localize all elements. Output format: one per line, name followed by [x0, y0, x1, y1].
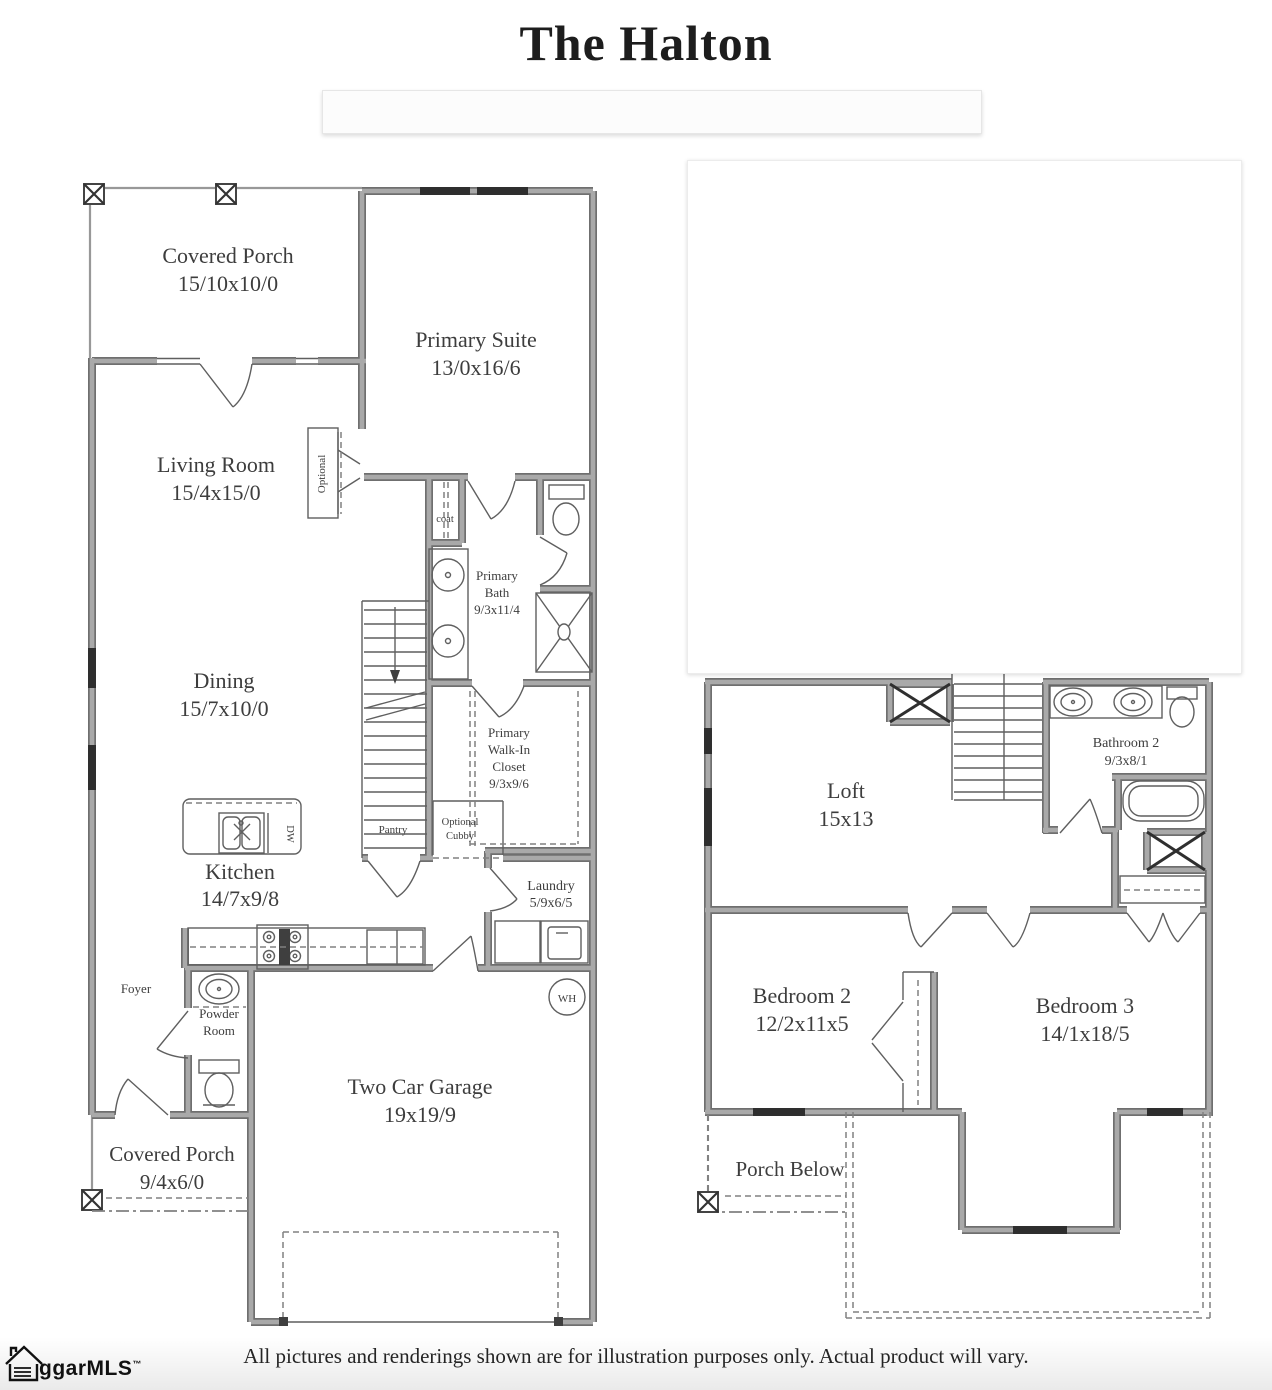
label-optional-fireplace: Optional — [316, 454, 328, 494]
svg-text:Loft: Loft — [827, 778, 865, 803]
svg-text:14/1x18/5: 14/1x18/5 — [1040, 1021, 1130, 1046]
room-labels — [109, 243, 576, 1194]
washer-dryer-icon — [495, 921, 588, 963]
svg-text:Bathroom 2: Bathroom 2 — [1092, 736, 1160, 751]
label-bathroom-2 — [1093, 736, 1160, 769]
svg-text:Two Car Garage: Two Car Garage — [347, 1074, 493, 1099]
label-living-room — [157, 452, 275, 505]
linen-shelf-icon — [1120, 876, 1205, 903]
svg-text:Optional: Optional — [441, 817, 479, 828]
label-optional-cubby — [442, 817, 479, 842]
label-primary-suite — [415, 327, 537, 380]
blank-overlay-box — [687, 160, 1242, 674]
window-segments — [708, 728, 1183, 1230]
label-primary-bath — [474, 568, 520, 617]
stairs-icon — [362, 601, 429, 858]
logo-text: ggarMLS™ — [39, 1357, 142, 1380]
svg-text:Room: Room — [203, 1023, 235, 1038]
svg-text:Closet: Closet — [492, 759, 526, 774]
kitchen-island-icon — [183, 799, 301, 854]
second-floor-plan — [680, 595, 1272, 1340]
label-covered-porch-front — [162, 243, 293, 296]
svg-text:Cubby: Cubby — [445, 831, 475, 842]
powder-toilet-icon — [199, 1060, 239, 1107]
label-kitchen — [201, 859, 279, 911]
svg-text:Bedroom 2: Bedroom 2 — [752, 983, 852, 1008]
svg-text:14/7x9/8: 14/7x9/8 — [200, 886, 280, 911]
svg-text:Bedroom 3: Bedroom 3 — [1035, 993, 1135, 1018]
fixtures-and-doors — [872, 646, 1205, 1112]
label-loft — [819, 778, 874, 831]
label-laundry — [527, 879, 574, 911]
label-dining — [179, 668, 268, 721]
dashed-lines — [705, 890, 1210, 1318]
mls-logo — [2, 1341, 142, 1385]
svg-text:Dining: Dining — [193, 668, 255, 693]
toilet-icon — [1167, 687, 1197, 727]
porch-post-icon — [698, 1192, 718, 1212]
svg-text:19x19/9: 19x19/9 — [383, 1102, 457, 1127]
svg-text:Primary: Primary — [488, 725, 530, 740]
label-bedroom-2 — [753, 983, 851, 1036]
svg-text:15x13: 15x13 — [818, 806, 874, 831]
shower-icon — [536, 593, 592, 672]
svg-text:Laundry: Laundry — [527, 879, 575, 894]
svg-text:9/3x9/6: 9/3x9/6 — [489, 776, 529, 791]
label-dishwasher: DW — [284, 825, 295, 843]
label-garage — [347, 1074, 492, 1127]
svg-text:Living Room: Living Room — [157, 452, 275, 477]
svg-text:Kitchen: Kitchen — [205, 859, 275, 884]
svg-text:9/4x6/0: 9/4x6/0 — [139, 1170, 205, 1194]
svg-text:15/10x10/0: 15/10x10/0 — [177, 271, 279, 296]
svg-text:12/2x11x5: 12/2x11x5 — [755, 1011, 849, 1036]
svg-text:Walk-In: Walk-In — [487, 742, 531, 757]
page-title: The Halton — [519, 15, 773, 71]
svg-text:5/9x6/5: 5/9x6/5 — [529, 896, 573, 911]
label-pantry: Pantry — [378, 824, 408, 836]
svg-text:Bath: Bath — [484, 585, 510, 600]
title-ribbon — [322, 90, 982, 134]
first-floor-plan — [78, 180, 608, 1340]
svg-text:Covered Porch: Covered Porch — [109, 1142, 235, 1166]
svg-text:15/4x15/0: 15/4x15/0 — [171, 480, 261, 505]
label-porch-below: Porch Below — [735, 1157, 845, 1181]
svg-text:Covered Porch: Covered Porch — [162, 243, 294, 268]
svg-text:15/7x10/0: 15/7x10/0 — [179, 696, 269, 721]
svg-text:13/0x16/6: 13/0x16/6 — [431, 355, 521, 380]
svg-text:9/3x11/4: 9/3x11/4 — [474, 602, 520, 617]
powder-sink-icon — [199, 974, 239, 1004]
label-walk-in-closet — [488, 725, 531, 791]
bath-vanity-icon — [1050, 686, 1162, 718]
label-foyer: Foyer — [120, 981, 152, 996]
label-bedroom-3 — [1036, 993, 1134, 1046]
svg-text:Powder: Powder — [199, 1006, 239, 1021]
tub-icon — [1123, 781, 1204, 821]
svg-text:9/3x8/1: 9/3x8/1 — [1104, 754, 1148, 769]
svg-text:Primary: Primary — [476, 568, 518, 583]
label-water-heater: WH — [557, 993, 577, 1005]
label-powder-room — [199, 1006, 239, 1038]
label-covered-porch-rear — [109, 1142, 235, 1194]
label-coat: coat — [436, 514, 454, 525]
bath-vanity-icon — [429, 549, 468, 679]
disclaimer-text: All pictures and renderings shown are for illustration purposes only. Actual product will vary. — [243, 1344, 1029, 1368]
svg-text:Primary Suite: Primary Suite — [415, 327, 537, 352]
toilet-icon — [549, 485, 584, 535]
